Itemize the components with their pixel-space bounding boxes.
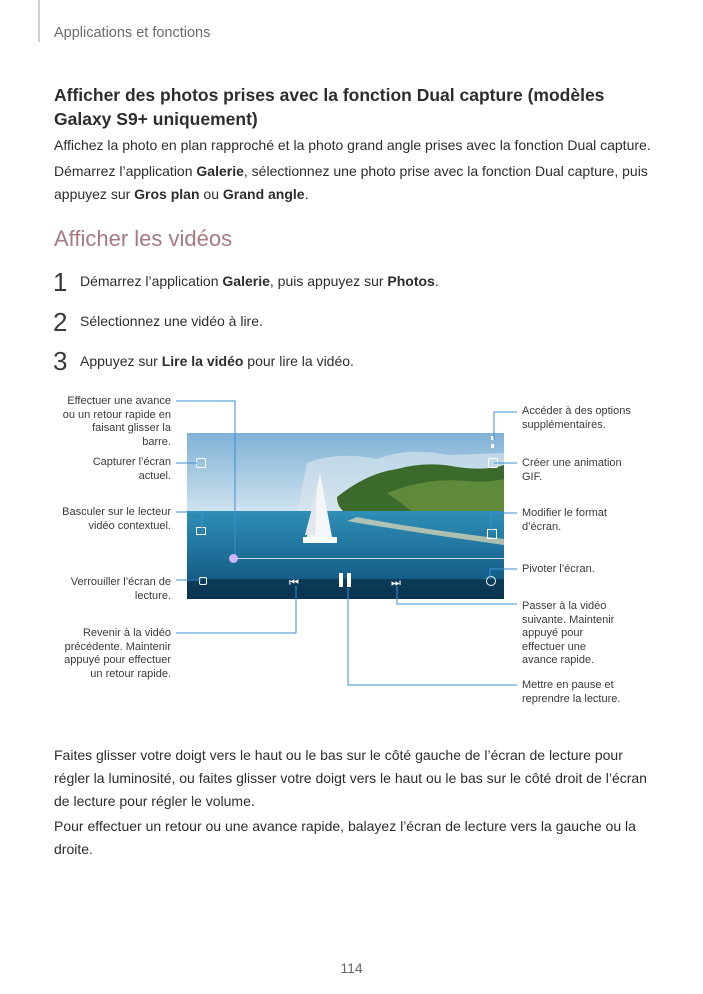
callout-rotate: Pivoter l’écran.: [522, 563, 595, 575]
next-icon[interactable]: ⏭: [391, 576, 401, 589]
callout-seek: Effectuer une avance ou un retour rapide en faisant glisser la barre.: [62, 395, 171, 448]
rotate-icon[interactable]: [486, 576, 496, 586]
step-1-text: Démarrez l’application Galerie, puis appuyez sur Photos.: [80, 273, 439, 289]
videos-heading: Afficher les vidéos: [54, 226, 233, 251]
video-frame-scene: [187, 433, 504, 599]
dual-capture-instructions: Démarrez l’application Galerie, sélectionnez une photo prise avec la fonction Dual capture, puis appuyez sur Gros plan ou Grand angle.: [54, 163, 648, 202]
callout-capture: Capturer l’écran actuel.: [92, 456, 171, 482]
gesture-instructions: Faites glisser votre doigt vers le haut ou le bas sur le côté gauche de l’écran de lecture pour régler la luminosité, ou faites glisser votre doigt vers le haut ou le bas sur le côté droit de l’écran de lecture pour régler le volume.: [54, 747, 647, 809]
step-number-3: 3: [53, 346, 68, 376]
callout-gif: Créer une animation GIF.: [522, 457, 622, 483]
pause-icon[interactable]: [339, 573, 343, 587]
step-2-text: Sélectionnez une vidéo à lire.: [80, 313, 263, 329]
step-number-2: 2: [53, 307, 68, 337]
dual-capture-heading: Afficher des photos prises avec la fonction Dual capture (modèles Galaxy S9+ uniquement): [54, 85, 605, 129]
seek-gesture-instructions: Pour effectuer un retour ou une avance rapide, balayez l’écran de lecture vers la gauche ou la droite.: [54, 818, 636, 857]
dual-capture-intro: Affichez la photo en plan rapproché et la photo grand angle prises avec la fonction Dual capture.: [54, 137, 651, 153]
lock-icon[interactable]: [199, 577, 207, 585]
pause-icon-right-bar: [347, 573, 351, 587]
page-number: 114: [340, 960, 363, 976]
callout-pause: Mettre en pause et reprendre la lecture.: [522, 679, 621, 705]
callout-more: Accéder à des options supplémentaires.: [522, 405, 631, 431]
video-player-screenshot: [187, 433, 504, 599]
running-head: Applications et fonctions: [54, 25, 211, 41]
previous-icon[interactable]: ⏮: [289, 576, 299, 589]
more-options-icon[interactable]: [491, 436, 494, 448]
callout-lock: Verrouiller l’écran de lecture.: [70, 576, 171, 602]
callout-next: Passer à la vidéo suivante. Maintenir appuyé pour effectuer une avance rapide.: [522, 600, 615, 666]
step-3-text: Appuyez sur Lire la vidéo pour lire la vidéo.: [80, 353, 354, 369]
callout-popup: Basculer sur le lecteur vidéo contextuel.: [62, 506, 171, 532]
callout-ratio: Modifier le format d’écran.: [522, 507, 607, 533]
callout-prev: Revenir à la vidéo précédente. Maintenir appuyé pour effectuer un retour rapide.: [64, 627, 171, 680]
seek-bar[interactable]: [231, 558, 504, 559]
gif-icon[interactable]: [488, 458, 498, 468]
popup-player-icon[interactable]: [196, 527, 206, 535]
capture-icon[interactable]: [196, 458, 206, 468]
step-number-1: 1: [53, 267, 68, 297]
aspect-ratio-icon[interactable]: [487, 529, 497, 539]
seek-handle-icon[interactable]: [229, 554, 238, 563]
header-divider: [38, 0, 40, 42]
